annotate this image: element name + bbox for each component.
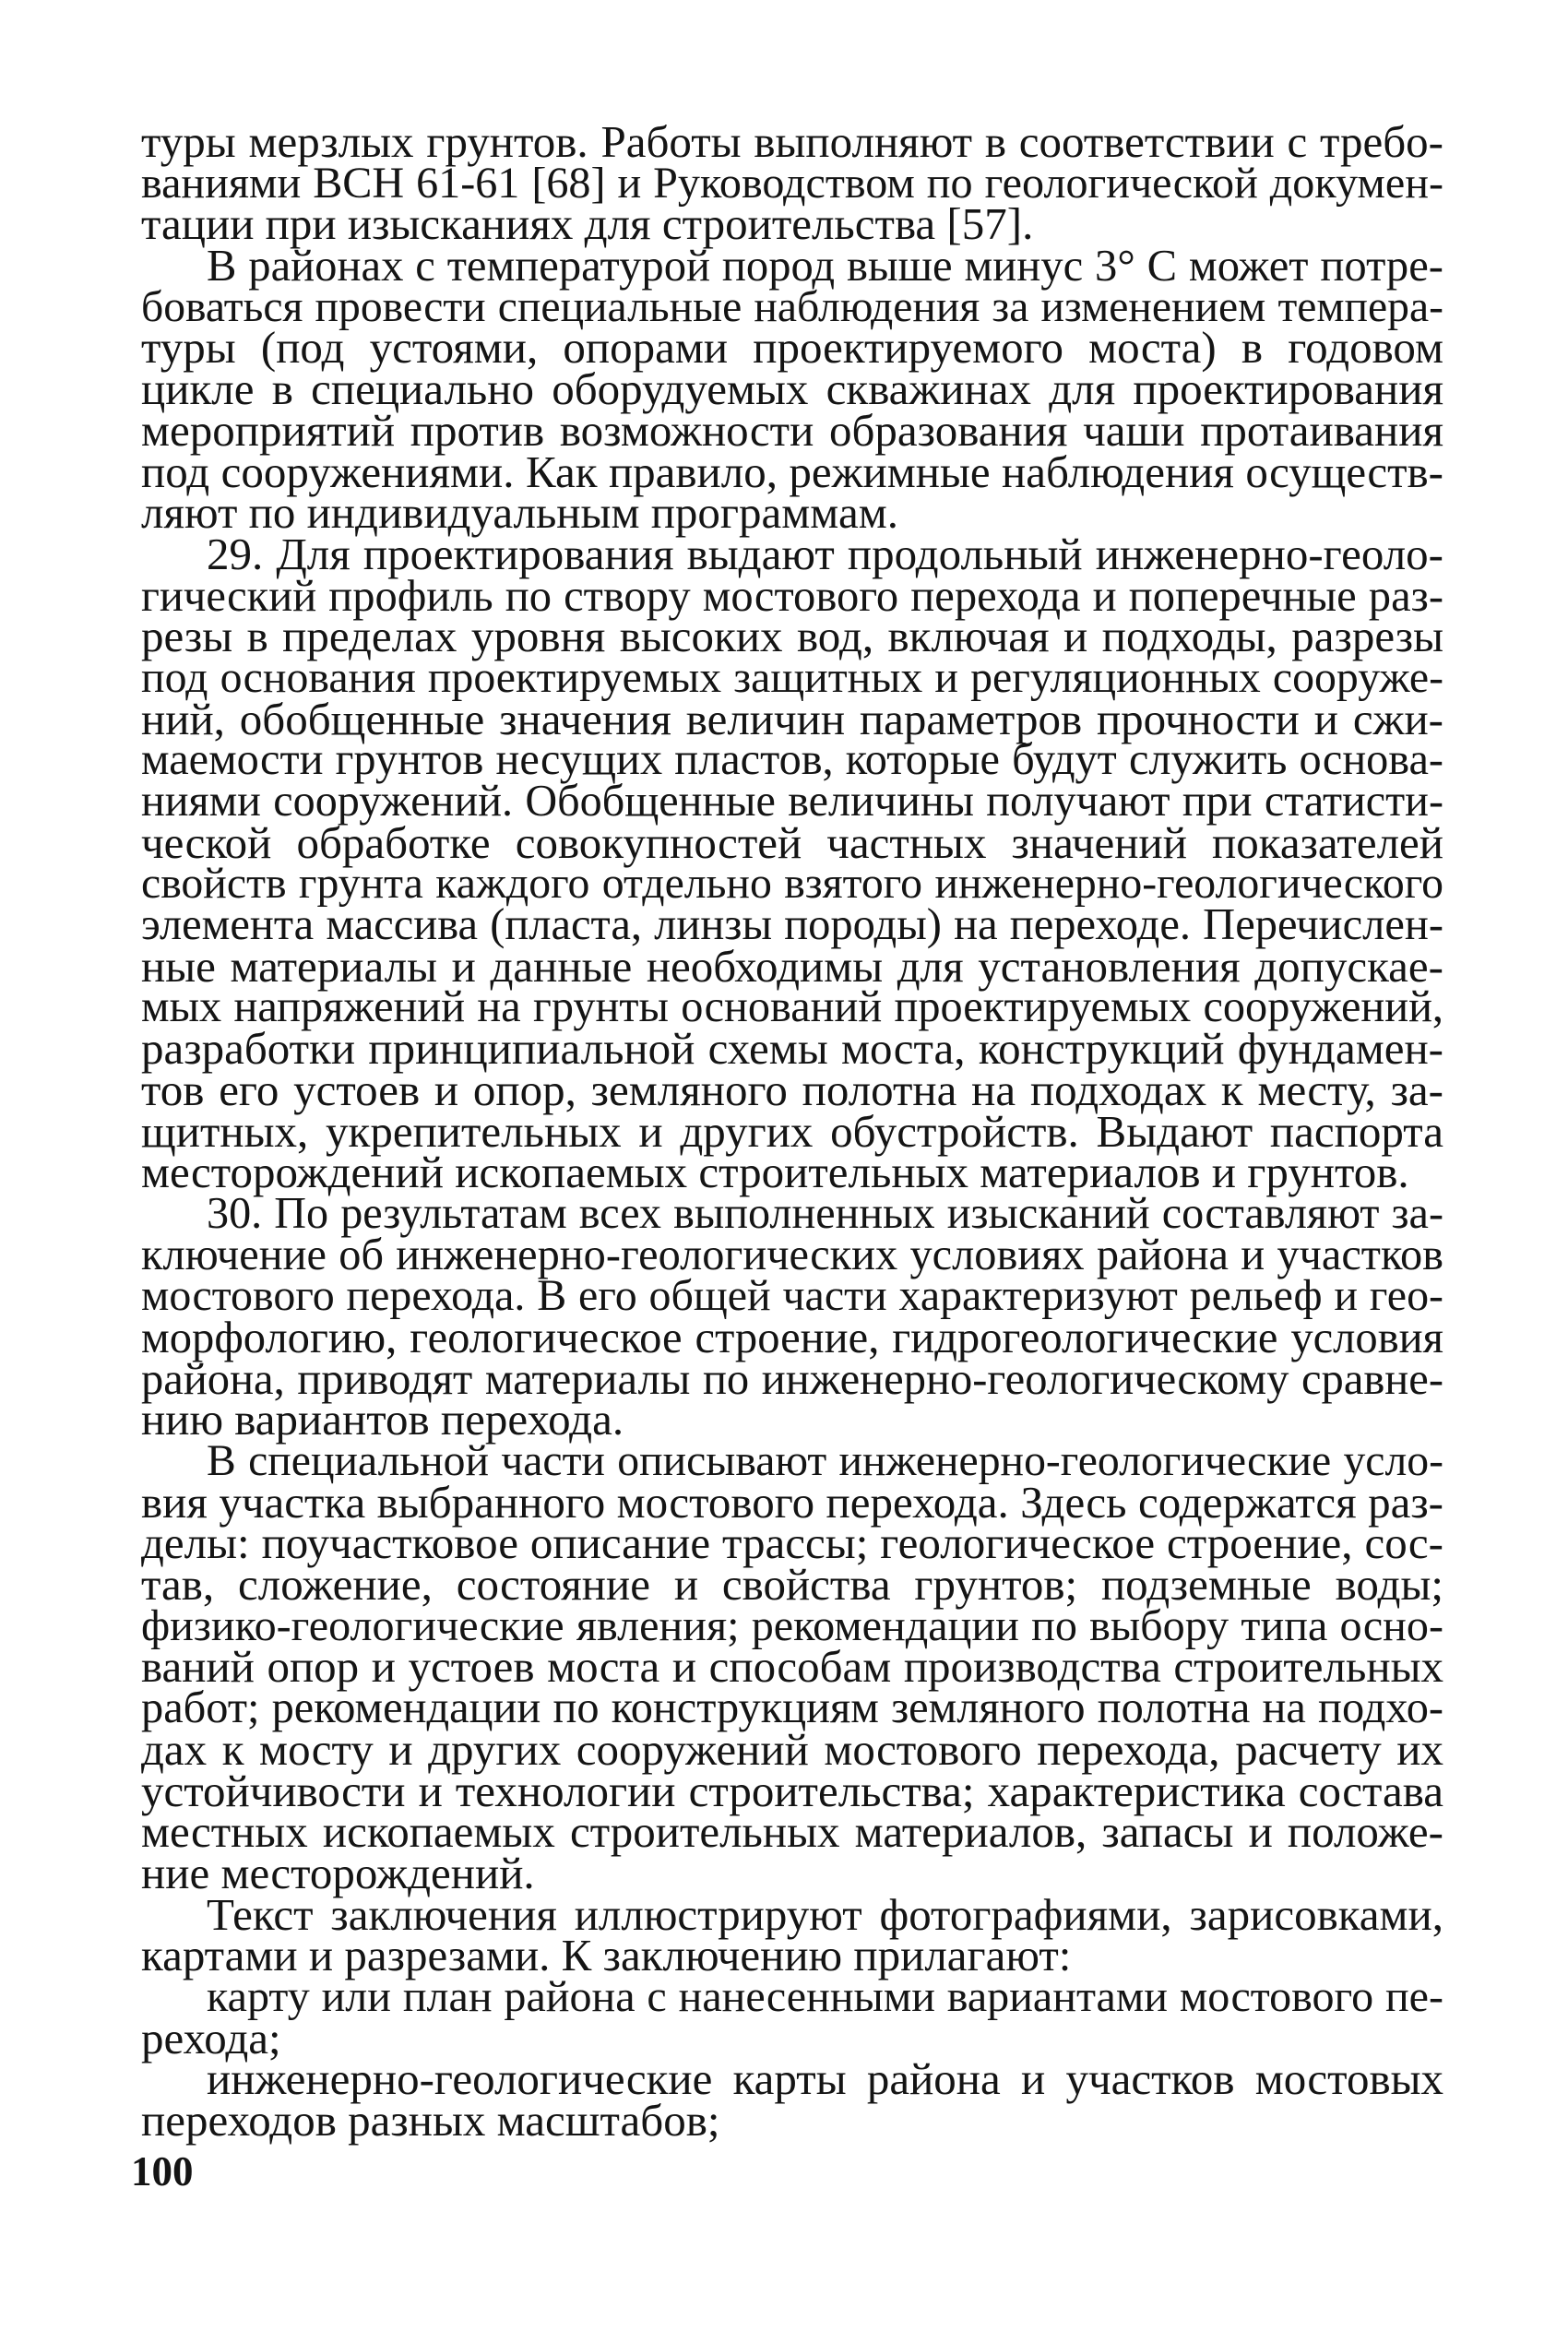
text-line: рехода; [141, 2012, 281, 2063]
text-line: Текст заключения иллюстрируют фотографиями, зарисовками, [207, 1888, 1443, 1940]
text-line: работ; рекомендации по конструкциям земляного полотна на подхо- [141, 1683, 1443, 1733]
text-line: ключение об инженерно-геологических условиях района и участков [141, 1230, 1443, 1279]
text-line: мероприятий против возможности образования чаши протаивания [141, 404, 1443, 456]
text-line: инженерно-геологические карты района и участков мостовых [207, 2053, 1443, 2105]
text-line: делы: поучастковое описание трассы; геологическое строение, сос- [141, 1517, 1443, 1569]
text-line: ниями сооружений. Обобщенные величины получают при статисти- [141, 777, 1443, 826]
text-line: щитных, укрепительных и других обустройств. Выдают паспорта [141, 1105, 1443, 1157]
text-line: ческой обработке совокупностей частных значений показателей [141, 816, 1443, 868]
body-text [141, 116, 1443, 2146]
text-line: устойчивости и технологии строительства; характеристика состава [141, 1765, 1443, 1816]
text-line: ляют по индивидуальным программам. [141, 487, 898, 539]
text-line: нию вариантов перехода. [141, 1394, 624, 1445]
text-line: цикле в специально оборудуемых скважинах для проектирования [141, 363, 1443, 415]
text-line: карту или план района с нанесенными вариантами мостового пе- [207, 1971, 1443, 2021]
text-line: местных ископаемых строительных материалов, запасы и положе- [141, 1806, 1443, 1858]
text-line: ние месторождений. [141, 1847, 535, 1898]
text-line: тав, сложение, состояние и свойства грунтов; подземные воды; [141, 1559, 1443, 1611]
text-line: под основания проектируемых защитных и регуляционных сооруже- [141, 652, 1443, 702]
text-line: района, приводят материалы по инженерно-геологическому сравне- [141, 1353, 1443, 1404]
text-line: тов его устоев и опор, земляного полотна на подходах к месту, за- [141, 1064, 1443, 1115]
text-line: ваниями ВСН 61-61 [68] и Руководством по геологической докумен- [141, 158, 1443, 208]
text-line: морфологию, геологическое строение, гидрогеологические условия [141, 1312, 1443, 1362]
text-line: тации при изысканиях для строительства [57]. [141, 198, 1034, 250]
text-line: ные материалы и данные необходимы для установления допускае- [141, 940, 1443, 992]
text-line: туры мерзлых грунтов. Работы выполняют в соответствии с требо- [141, 116, 1443, 167]
text-line: под сооружениями. Как правило, режимные наблюдения осуществ- [141, 446, 1443, 497]
text-line: маемости грунтов несущих пластов, которые будут служить основа- [141, 735, 1443, 785]
text-line: ний, обобщенные значения величин параметров прочности и сжи- [141, 693, 1443, 744]
text-line: туры (под устоями, опорами проектируемого моста) в годовом [141, 322, 1443, 374]
text-line: В специальной части описывают инженерно-геологические усло- [207, 1437, 1443, 1485]
text-line: В районах с температурой пород выше минус 3° С может потре- [207, 241, 1443, 291]
text-line: ваний опор и устоев моста и способам производства строительных [141, 1641, 1443, 1693]
text-line: 30. По результатам всех выполненных изысканий составляют за- [207, 1188, 1443, 1238]
text-line: боваться провести специальные наблюдения за изменением темпера- [141, 282, 1443, 331]
page-number: 100 [131, 2148, 194, 2194]
text-line: переходов разных масштабов; [141, 2095, 720, 2146]
text-line: свойств грунта каждого отдельно взятого инженерно-геологического [141, 859, 1443, 909]
text-line: дах к мосту и других сооружений мостового перехода, расчету их [141, 1723, 1443, 1775]
text-line: вия участка выбранного мостового перехода. Здесь содержатся раз- [141, 1476, 1443, 1528]
text-line: картами и разрезами. К заключению прилагают: [141, 1930, 1072, 1981]
text-line: разработки принципиальной схемы моста, конструкций фундамен- [141, 1023, 1443, 1075]
text-line: месторождений ископаемых строительных материалов и грунтов. [141, 1147, 1409, 1198]
text-line: 29. Для проектирования выдают продольный инженерно-геоло- [207, 528, 1443, 579]
text-line: элемента массива (пласта, линзы породы) на переходе. Перечислен- [141, 900, 1443, 950]
text-line: мых напряжений на грунты оснований проектируемых сооружений, [141, 982, 1443, 1032]
text-line: резы в пределах уровня высоких вод, включая и подходы, разрезы [141, 611, 1443, 662]
text-line: мостового перехода. В его общей части характеризуют рельеф и гео- [141, 1271, 1443, 1321]
text-line: физико-геологические явления; рекомендации по выбору типа осно- [141, 1600, 1443, 1650]
text-line: гический профиль по створу мостового перехода и поперечные раз- [141, 570, 1443, 621]
